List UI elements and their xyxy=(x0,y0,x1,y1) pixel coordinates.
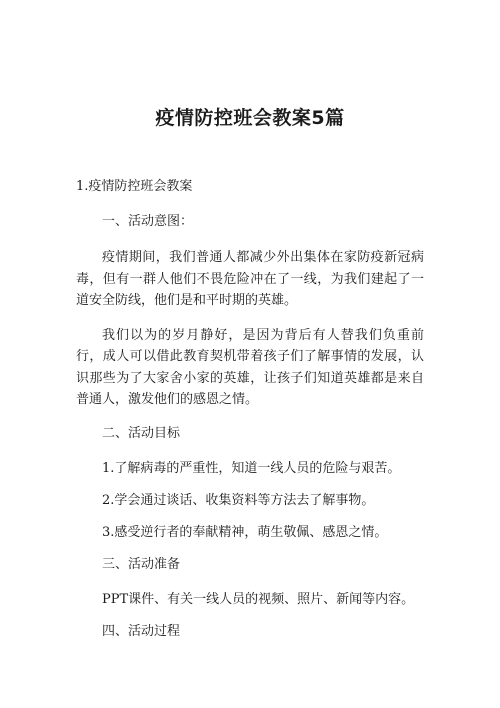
subsection-heading: 四、活动过程 xyxy=(102,623,181,639)
document-body xyxy=(76,177,424,657)
subsection-heading: 一、活动意图： xyxy=(102,214,194,229)
section-heading: 1.疫情防控班会教案 xyxy=(76,179,193,194)
list-item: 2.学会通过谈话、收集资料等方法去了解事物。 xyxy=(102,492,375,508)
subsection-heading: 二、活动目标 xyxy=(102,425,181,441)
list-item: 1.了解病毒的严重性，知道一线人员的危险与艰苦。 xyxy=(102,460,401,476)
body-paragraph: PPT课件、有关一线人员的视频、照片、新闻等内容。 xyxy=(102,591,415,607)
subsection-heading: 三、活动准备 xyxy=(102,556,181,572)
body-paragraph: 疫情期间，我们普通人都减少外出集体在家防疫新冠病毒，但有一群人他们不畏危险冲在了一线，为我们建起了一道安全防线，他们是和平时期的英雄。 xyxy=(76,250,424,308)
body-paragraph: 我们以为的岁月静好，是因为背后有人替我们负重前行，成人可以借此教育契机带着孩子们了解事情的发展，认识那些为了大家舍小家的英雄，让孩子们知道英雄都是来自普通人，激发他们的感恩之情。 xyxy=(76,327,424,407)
list-item: 3.感受逆行者的奉献精神，萌生敬佩、感恩之情。 xyxy=(102,524,388,540)
document-title: 疫情防控班会教案5篇 xyxy=(155,107,345,129)
